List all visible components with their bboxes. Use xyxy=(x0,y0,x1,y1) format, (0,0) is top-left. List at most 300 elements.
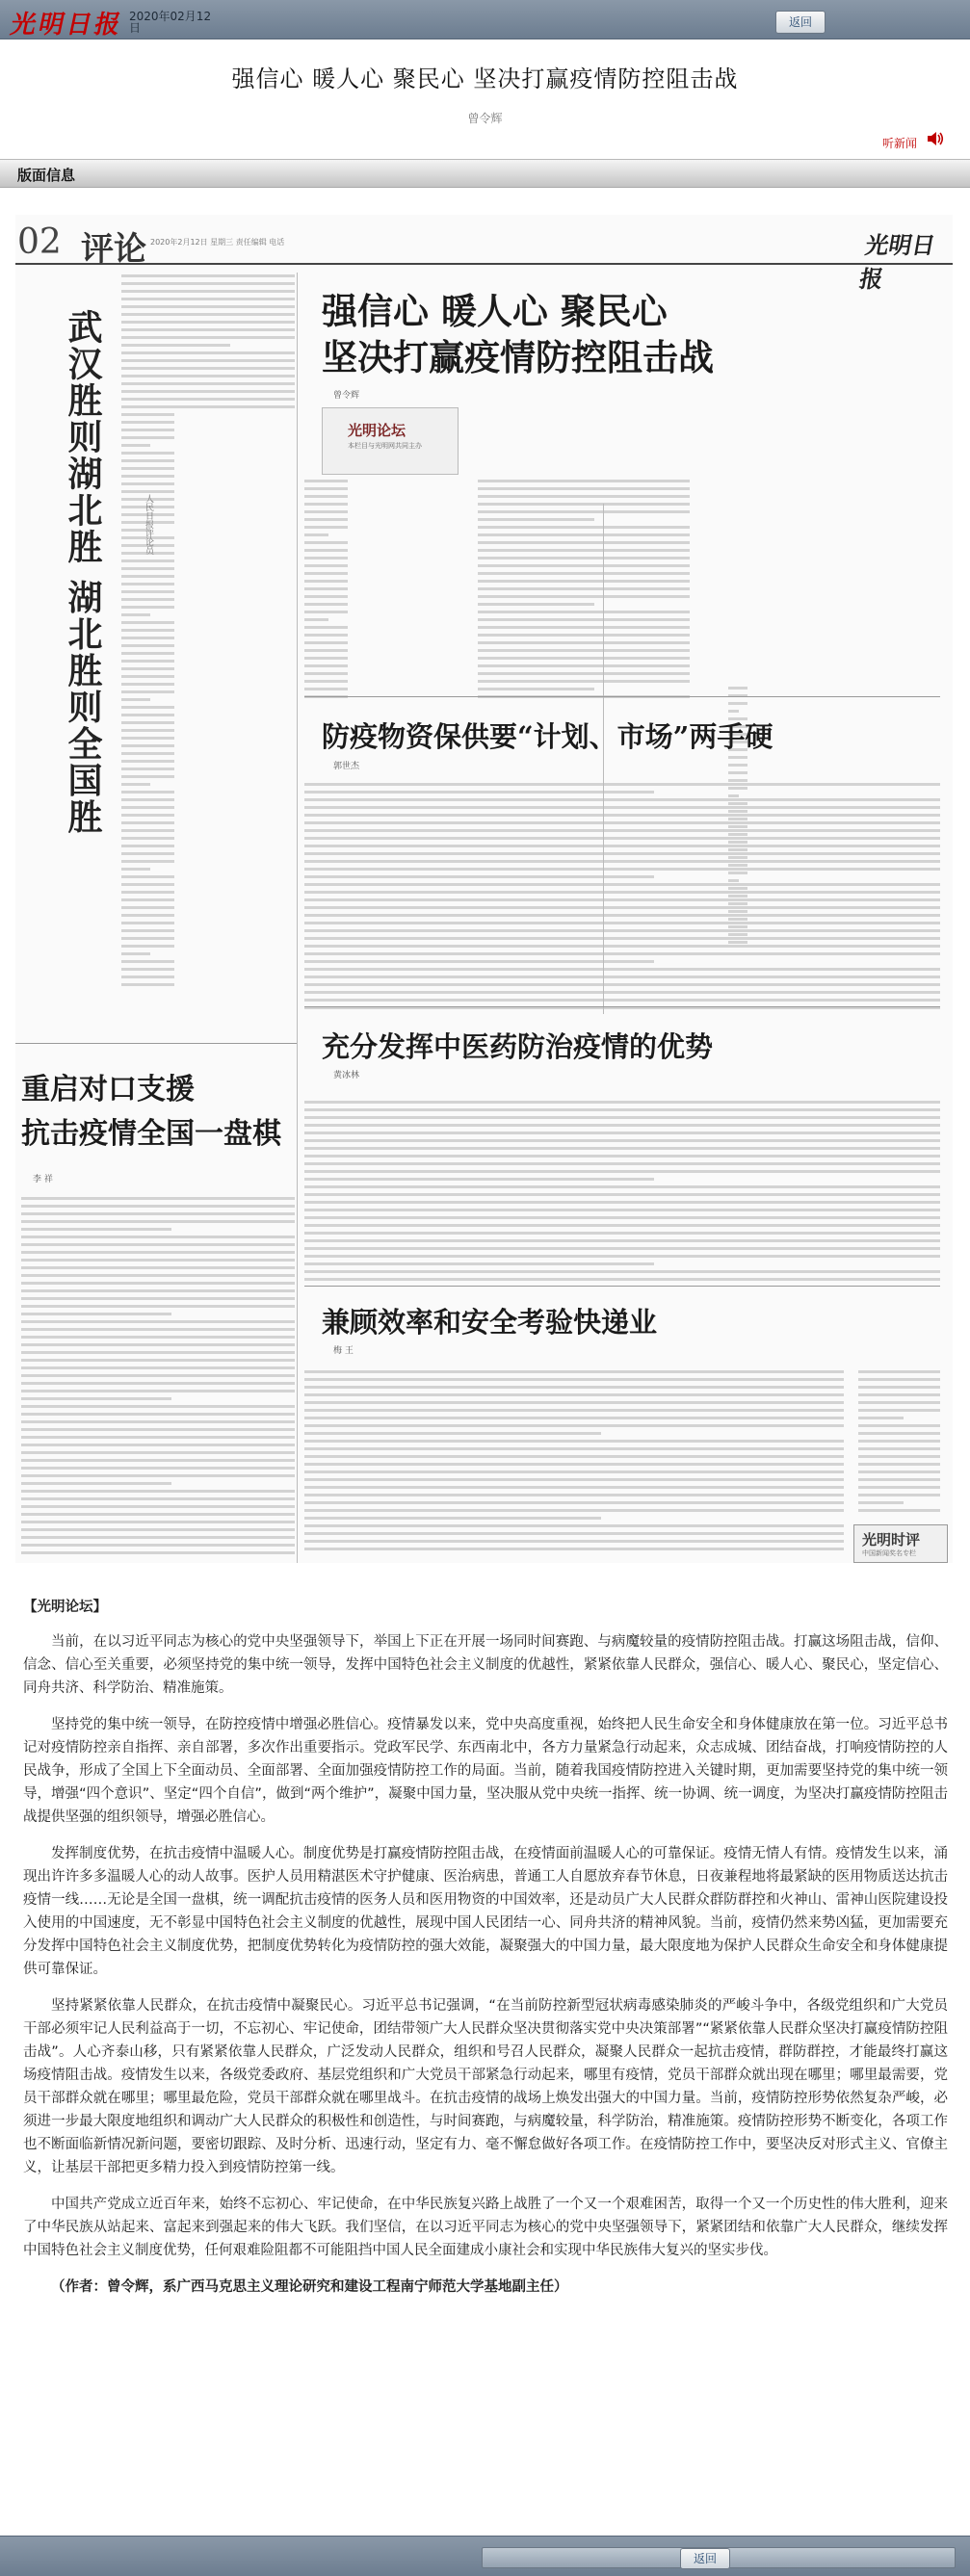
page-image-text-line xyxy=(478,549,690,552)
page-image-text-line xyxy=(304,1185,940,1188)
page-image-text-line xyxy=(858,1478,940,1481)
page-image-text-line xyxy=(728,756,747,759)
page-image-text-line xyxy=(304,657,348,660)
page-image-text-line xyxy=(728,825,747,828)
page-image-text-line xyxy=(121,559,174,562)
headline-c-byline: 梅 王 xyxy=(333,1346,354,1356)
page-image-text-line xyxy=(728,848,747,851)
page-image-text-line xyxy=(121,637,174,639)
page-image-text-line xyxy=(121,675,174,678)
page-image-text-line xyxy=(858,1486,940,1489)
page-image-text-line xyxy=(304,1386,844,1389)
page-image-text-line xyxy=(304,1101,940,1104)
page-image-text-line xyxy=(121,490,174,493)
page-image-text-line xyxy=(304,952,940,955)
page-image-text-line xyxy=(150,405,295,408)
page-image-text-line xyxy=(728,872,747,874)
page-image-text-line xyxy=(121,629,174,632)
page-image-text-line xyxy=(150,344,230,347)
page-image-text-line xyxy=(21,1305,295,1308)
page-image-text-line xyxy=(304,806,940,809)
page-image-text-line xyxy=(304,821,940,824)
page-image-text-line xyxy=(304,618,328,621)
page-image-text-line xyxy=(728,818,747,820)
page-image-text-line xyxy=(304,1201,940,1204)
page-image-text-line xyxy=(21,1289,295,1292)
page-image-text-line xyxy=(304,526,348,529)
back-button-top[interactable]: 返回 xyxy=(775,11,826,34)
page-image-text-line xyxy=(21,1513,295,1516)
page-image-text-line xyxy=(478,587,690,590)
page-image-text-line xyxy=(304,798,940,801)
page-image-text-line xyxy=(478,618,690,621)
page-image-text-line xyxy=(728,771,747,774)
page-image-text-line xyxy=(21,1490,295,1493)
page-image-text-line xyxy=(21,1212,295,1215)
page-image-text-line xyxy=(478,641,690,644)
page-image-text-line xyxy=(728,895,747,898)
page-image-text-line xyxy=(858,1440,940,1443)
page-image-text-line xyxy=(858,1424,940,1427)
page-image-text-line xyxy=(150,367,295,370)
page-image-text-line xyxy=(728,710,739,713)
page-image-text-line xyxy=(121,359,150,362)
page-image-text-line xyxy=(21,1251,295,1254)
page-image-section-rule xyxy=(304,696,940,697)
page-image-text-line xyxy=(304,1486,844,1489)
headline-b-byline: 黄冰林 xyxy=(333,1071,360,1080)
vertical-headline: 武汉胜则湖北胜 湖北胜则全国胜 xyxy=(63,309,103,836)
page-image-text-line xyxy=(304,1278,940,1281)
page-image-text-line xyxy=(858,1501,904,1504)
page-image-text-line xyxy=(304,999,940,1002)
page-image-text-line xyxy=(304,845,940,847)
page-image-text-line xyxy=(150,398,295,401)
page-image-text-line xyxy=(478,603,594,606)
page-image-text-line xyxy=(150,382,295,385)
page-image-text-line xyxy=(21,1390,295,1392)
page-image-text-line xyxy=(304,991,940,994)
page-image-text-line xyxy=(304,1216,940,1219)
page-image-text-line xyxy=(121,660,174,663)
page-image-text-line xyxy=(121,875,174,878)
page-image-text-line xyxy=(21,1459,295,1462)
page-image-text-line xyxy=(478,518,594,521)
page-image-text-line xyxy=(121,768,174,770)
page-image-text-line xyxy=(304,1178,654,1181)
page-image-text-line xyxy=(478,611,690,613)
page-image-text-line xyxy=(304,791,654,794)
page-image-text-line xyxy=(21,1343,295,1346)
page-image-text-line xyxy=(728,879,739,882)
page-image-text-line xyxy=(478,526,690,529)
page-image-text-line xyxy=(304,1494,844,1496)
listen-news-link[interactable]: 听新闻 xyxy=(882,137,918,150)
page-image-text-line xyxy=(304,1440,844,1443)
page-image-text-line xyxy=(304,891,940,894)
page-image-text-line xyxy=(304,1270,940,1273)
page-image-text-line xyxy=(121,837,174,840)
page-image-text-line xyxy=(304,541,348,544)
page-image-text-line xyxy=(304,837,940,840)
page-image-text-line xyxy=(21,1220,295,1223)
column-label: 【光明论坛】 xyxy=(23,1600,107,1615)
page-image-text-line xyxy=(304,557,348,559)
page-image-text-line xyxy=(478,595,690,598)
page-image-text-line xyxy=(121,929,174,932)
page-image-text-line xyxy=(121,714,174,716)
left-headline-line2: 抗击疫情全国一盘棋 xyxy=(21,1117,281,1151)
site-logo[interactable]: 光明日报 xyxy=(8,11,126,39)
page-image-text-line xyxy=(304,549,348,552)
paragraph-5: 中国共产党成立近百年来，始终不忘初心、牢记使命，在中华民族复兴路上战胜了一个又一个艰难困苦，取得一个又一个历史性的伟大胜利，迎来了中华民族从站起来、富起来到强起来的伟大飞跃。我们坚信，在以习近平同志为核心的党中央坚强领导下，紧紧团结和依靠广大人民群众，继续发挥中国特色社会主义制度优势，任何艰难险阻都不可能阻挡中国人民全面建成小康社会和实现中华民族伟大复兴的坚实步伐。 xyxy=(23,2197,948,2258)
page-image-text-line xyxy=(858,1463,940,1466)
page-image-text-line xyxy=(304,860,940,863)
page-image-text-line xyxy=(858,1432,940,1435)
page-image-text-line xyxy=(478,533,690,536)
page-image-text-line xyxy=(150,375,295,377)
page-image-text-line xyxy=(304,688,348,690)
page-image-text-line xyxy=(478,657,690,660)
page-image-text-line xyxy=(121,983,174,986)
column-stamp-sub: 中国新闻奖名专栏 xyxy=(862,1549,916,1557)
page-image-text-line xyxy=(728,833,747,836)
page-image-text-line xyxy=(858,1386,940,1389)
speaker-icon[interactable] xyxy=(926,129,945,148)
page-image-text-line xyxy=(121,436,174,439)
page-image-text-line xyxy=(21,1467,295,1470)
paragraph-2: 坚持党的集中统一领导，在防控疫情中增强必胜信心。疫情暴发以来，党中央高度重视，始终把人民生命安全和身体健康放在第一位。习近平总书记对疫情防控亲自指挥、亲自部署，多次作出重要指示。党政军民学、东西南北中，各方力量紧急行动起来，众志成城、团结奋战，打响疫情防控的人民战争，形成了全国上下全面动员、全面部署、全面加强疫情防控工作的局面。当前，随着我国疫情防控进入关键时期，更加需要坚持党的集中统一领导，增强“四个意识”、坚定“四个自信”，做到“两个维护”，凝聚中国力量，坚决服从党中央统一指挥、统一协调、统一调度，为坚决打赢疫情防控阻击战提供坚强的组织领导，增强必胜信心。 xyxy=(23,1717,948,1825)
page-image-text-line xyxy=(121,845,174,847)
page-image-text-line xyxy=(304,533,328,536)
page-image-text-line xyxy=(121,698,150,701)
page-image-text-line xyxy=(21,1313,171,1315)
page-image-text-line xyxy=(304,968,940,971)
page-image-text-line xyxy=(304,937,940,940)
page-image-text-line xyxy=(728,802,747,805)
page-image-text-line xyxy=(121,421,174,424)
section-info-label: 版面信息 xyxy=(17,167,76,184)
page-image-text-line xyxy=(478,541,690,544)
page-image-text-line xyxy=(121,829,174,832)
page-image-text-line xyxy=(21,1243,295,1246)
left-headline-line1: 重启对口支援 xyxy=(21,1073,195,1106)
page-image-text-line xyxy=(121,429,174,431)
page-image-section-rule xyxy=(304,1006,940,1007)
page-image-text-line xyxy=(728,779,747,782)
main-headline xyxy=(322,288,714,380)
page-image-text-line xyxy=(304,1262,654,1265)
page-image-text-line xyxy=(858,1370,940,1373)
page-image-text-line xyxy=(304,929,940,932)
page-image-text-line xyxy=(21,1405,295,1408)
column-box-sub: 本栏目与光明网共同主办 xyxy=(348,442,422,450)
page-image-text-line xyxy=(121,690,174,693)
page-image-text-line xyxy=(304,914,940,917)
page-image-text-line xyxy=(304,922,940,924)
newspaper-page-image[interactable] xyxy=(15,215,953,1563)
page-image-text-line xyxy=(21,1359,295,1362)
page-image-text-line xyxy=(121,860,174,863)
column-box xyxy=(322,407,459,475)
page-image-text-line xyxy=(728,925,747,928)
page-image-text-line xyxy=(21,1536,295,1539)
page-image-text-line xyxy=(304,626,348,629)
page-image-text-line xyxy=(728,764,747,767)
page-image-text-line xyxy=(21,1197,295,1200)
page-image-text-line xyxy=(121,891,174,894)
page-image-text-line xyxy=(304,1139,940,1142)
page-image-text-line xyxy=(304,1170,940,1173)
paragraph-3: 发挥制度优势，在抗击疫情中温暖人心。制度优势是打赢疫情防控阻击战，在疫情面前温暖人心的可靠保证。疫情无情人有情。疫情发生以来，涌现出许许多多温暖人心的动人故事。医护人员用精湛医术守护健康、医治病患，普通工人自愿放弃春节休息，日夜兼程地将最紧缺的医用物质送达抗击疫情一线……无论是全国一盘棋，统一调配抗击疫情的医务人员和医用物资的中国效率，还是动员广大人民群众群防群控和火神山、雷神山医院建设投入使用的中国速度，无不彰显中国特色社会主义制度的优越性，展现中国人民团结一心、同舟共济的精神风貌。当前，疫情仍然来势凶猛，更加需要充分发挥中国特色社会主义制度优势，把制度优势转化为疫情防控的强大效能，凝聚强大的中国力量，最大限度地为保护人民群众生命安全和身体健康提供可靠保证。 xyxy=(23,1846,948,1977)
page-image-text-line xyxy=(304,1255,940,1258)
page-image-text-line xyxy=(304,1124,940,1127)
page-image-text-line xyxy=(304,1193,940,1196)
page-image-text-line xyxy=(121,976,174,978)
headline-a-byline: 郭世杰 xyxy=(333,762,360,771)
page-image-column-rule xyxy=(603,504,604,1014)
main-headline-byline: 曾令辉 xyxy=(333,391,360,401)
main-headline-line2: 坚决打赢疫情防控阻击战 xyxy=(322,336,714,378)
page-image-text-line xyxy=(150,328,295,331)
page-image-text-line xyxy=(304,1155,940,1158)
page-image-text-line xyxy=(304,1239,940,1242)
page-image-text-line xyxy=(304,1370,844,1373)
page-image-text-line xyxy=(478,680,690,683)
page-image-text-line xyxy=(304,1116,940,1119)
page-image-text-line xyxy=(121,467,174,470)
page-image-text-line xyxy=(121,937,174,940)
vertical-headline-author: 人民日报评论员 xyxy=(144,494,153,555)
page-image-text-line xyxy=(478,626,690,629)
page-image-text-line xyxy=(21,1228,171,1231)
page-image-text-line xyxy=(304,1409,844,1412)
page-image-text-line xyxy=(304,1108,940,1111)
page-image-text-line xyxy=(121,729,174,732)
page-image-text-line xyxy=(304,1478,844,1481)
page-image-text-line xyxy=(858,1417,904,1419)
page-image-text-line xyxy=(121,945,174,948)
page-image-text-line xyxy=(21,1366,295,1369)
page-image-text-line xyxy=(21,1474,295,1477)
page-image-text-line xyxy=(21,1482,171,1485)
page-image-text-line xyxy=(304,1540,844,1543)
page-image-text-line xyxy=(150,290,295,293)
column-stamp xyxy=(853,1524,948,1563)
page-image-text-line xyxy=(121,737,174,740)
author-signature: （作者：曾令辉，系广西马克思主义理论研究和建设工程南宁师范大学基地副主任） xyxy=(51,2279,568,2295)
page-image-text-line xyxy=(121,806,174,809)
page-number: 02 xyxy=(17,222,62,262)
page-image-text-line xyxy=(21,1528,295,1531)
page-image-text-line xyxy=(304,898,940,901)
page-image-text-line xyxy=(21,1336,295,1339)
headline-c: 兼顾效率和安全考验快递业 xyxy=(322,1306,658,1339)
page-image-text-line xyxy=(21,1451,295,1454)
back-button-bottom[interactable]: 返回 xyxy=(680,2548,730,2569)
page-image-text-line xyxy=(21,1436,295,1439)
article-author: 曾令辉 xyxy=(467,112,503,125)
page-image-text-line xyxy=(478,634,690,637)
page-image-text-line xyxy=(21,1382,295,1385)
page-image-text-line xyxy=(304,634,348,637)
page-image-text-line xyxy=(728,933,747,936)
column-stamp-title: 光明时评 xyxy=(862,1531,921,1548)
page-image-text-line xyxy=(150,351,295,354)
page-image-text-line xyxy=(121,575,174,578)
page-image-text-line xyxy=(121,960,174,963)
page-image-column-rule xyxy=(297,273,298,1563)
page-image-text-line xyxy=(728,787,747,790)
page-image-text-line xyxy=(478,580,690,583)
page-image-text-line xyxy=(304,1455,844,1458)
page-image-text-line xyxy=(478,572,690,575)
page-image-text-line xyxy=(304,1417,844,1419)
page-image-text-line xyxy=(304,487,348,490)
page-image-text-line xyxy=(21,1428,295,1431)
page-column-name: 评论 xyxy=(81,230,146,269)
page-image-text-line xyxy=(21,1351,295,1354)
page-image-text-line xyxy=(304,680,348,683)
page-image-text-line xyxy=(304,814,940,817)
page-image-text-line xyxy=(21,1320,295,1323)
page-image-text-line xyxy=(728,902,747,905)
page-date-line: 2020年2月12日 星期三 责任编辑 电话 xyxy=(150,238,285,247)
page-image-text-line xyxy=(121,683,174,686)
page-image-text-line xyxy=(21,1444,295,1446)
page-image-text-line xyxy=(304,495,348,498)
page-image-text-line xyxy=(121,852,174,855)
page-image-text-line xyxy=(150,359,295,362)
page-image-text-line xyxy=(121,706,174,709)
page-image-text-line xyxy=(121,868,150,871)
left-headline-byline: 李 祥 xyxy=(33,1175,53,1184)
page-image-text-line xyxy=(478,649,690,652)
page-image-text-line xyxy=(121,798,174,801)
page-image-text-line xyxy=(150,305,295,308)
page-image-text-line xyxy=(858,1494,940,1496)
page-image-text-line xyxy=(21,1420,295,1423)
page-image-text-line xyxy=(304,1232,940,1235)
page-image-text-line xyxy=(304,480,348,482)
page-image-text-line xyxy=(304,960,654,963)
page-image-text-line xyxy=(304,595,348,598)
page-image-text-line xyxy=(478,480,690,482)
page-image-text-line xyxy=(121,567,174,570)
page-image-text-line xyxy=(150,390,295,393)
page-image-text-line xyxy=(478,564,690,567)
page-image-text-line xyxy=(478,510,690,513)
page-image-text-line xyxy=(121,752,174,755)
page-image-text-line xyxy=(728,887,747,890)
paragraph-1: 当前，在以习近平同志为核心的党中央坚强领导下，举国上下正在开展一场同时间赛跑、与病魔较量的疫情防控阻击战。打赢这场阻击战，信仰、信念、信心至关重要，必须坚持党的集中统一领导，发挥中国特色社会主义制度的优越性，紧紧依靠人民群众，强信心、暖人心、聚民心，坚定信心、同舟共济、科学防治、精准施策。 xyxy=(23,1634,948,1696)
page-image-text-line xyxy=(304,672,348,675)
page-image-text-line xyxy=(304,852,940,855)
page-image-text-line xyxy=(121,613,150,616)
bottom-navigation-bar xyxy=(0,2536,970,2576)
page-image-text-line xyxy=(304,611,348,613)
page-image-text-line xyxy=(304,1509,844,1512)
section-info-bar xyxy=(0,159,970,188)
page-image-text-line xyxy=(304,1517,601,1520)
main-headline-line1: 强信心 暖人心 聚民心 xyxy=(322,290,668,332)
page-image-text-line xyxy=(858,1401,940,1404)
page-image-text-line xyxy=(121,821,174,824)
page-image-text-line xyxy=(121,413,174,416)
page-image-text-line xyxy=(304,649,348,652)
page-image-text-line xyxy=(304,1463,844,1466)
page-image-text-line xyxy=(121,598,174,601)
page-image-text-line xyxy=(150,336,295,339)
page-image-text-line xyxy=(304,868,940,871)
page-image-text-line xyxy=(478,487,690,490)
top-navigation-bar xyxy=(0,0,970,39)
page-image-text-line xyxy=(858,1509,940,1512)
page-image-text-line xyxy=(21,1266,295,1269)
page-image-text-line xyxy=(304,1524,844,1527)
page-image-text-line xyxy=(121,652,174,655)
page-image-text-line xyxy=(121,590,174,593)
page-image-text-line xyxy=(121,922,174,924)
page-image-text-line xyxy=(150,282,295,285)
page-image-text-line xyxy=(304,1470,844,1473)
headline-b: 充分发挥中医药防治疫情的优势 xyxy=(322,1030,714,1063)
page-image-text-line xyxy=(304,1132,940,1134)
page-image-text-line xyxy=(728,702,747,705)
page-image-text-line xyxy=(304,587,348,590)
page-image-text-line xyxy=(121,760,174,763)
page-image-text-line xyxy=(304,510,348,513)
page-image-text-line xyxy=(478,672,690,675)
page-image-text-line xyxy=(121,814,174,817)
left-headline xyxy=(21,1068,281,1157)
page-image-text-line xyxy=(304,572,348,575)
page-image-text-line xyxy=(121,906,174,909)
issue-date: 2020年02月12日 xyxy=(129,10,212,35)
page-image-text-line xyxy=(21,1282,295,1285)
page-image-text-line xyxy=(121,459,174,462)
page-image-text-line xyxy=(150,274,295,277)
page-image-text-line xyxy=(304,518,348,521)
page-image-text-line xyxy=(478,688,594,690)
page-image-text-line xyxy=(858,1455,940,1458)
page-image-header xyxy=(15,215,953,293)
page-image-text-line xyxy=(304,976,940,978)
page-image-text-line xyxy=(121,883,174,886)
column-box-title: 光明论坛 xyxy=(348,422,406,439)
page-image-text-line xyxy=(478,503,690,506)
page-image-text-line xyxy=(304,983,940,986)
page-image-text-line xyxy=(21,1259,295,1262)
page-image-text-line xyxy=(121,621,174,624)
page-image-text-line xyxy=(304,1224,940,1227)
page-image-text-line xyxy=(304,1548,844,1550)
page-image-text-line xyxy=(304,580,348,583)
page-image-text-line xyxy=(304,1378,844,1381)
page-image-text-line xyxy=(121,952,150,955)
page-image-text-line xyxy=(304,1432,601,1435)
page-image-text-line xyxy=(121,744,174,747)
page-image-text-line xyxy=(150,298,295,300)
page-image-text-line xyxy=(21,1236,295,1238)
page-image-text-line xyxy=(21,1544,295,1547)
page-image-text-line xyxy=(858,1378,940,1381)
page-image-text-line xyxy=(858,1447,940,1450)
page-image-text-line xyxy=(304,906,940,909)
page-image-text-line xyxy=(728,841,747,844)
page-image-text-line xyxy=(150,313,295,316)
page-image-text-line xyxy=(121,452,174,455)
